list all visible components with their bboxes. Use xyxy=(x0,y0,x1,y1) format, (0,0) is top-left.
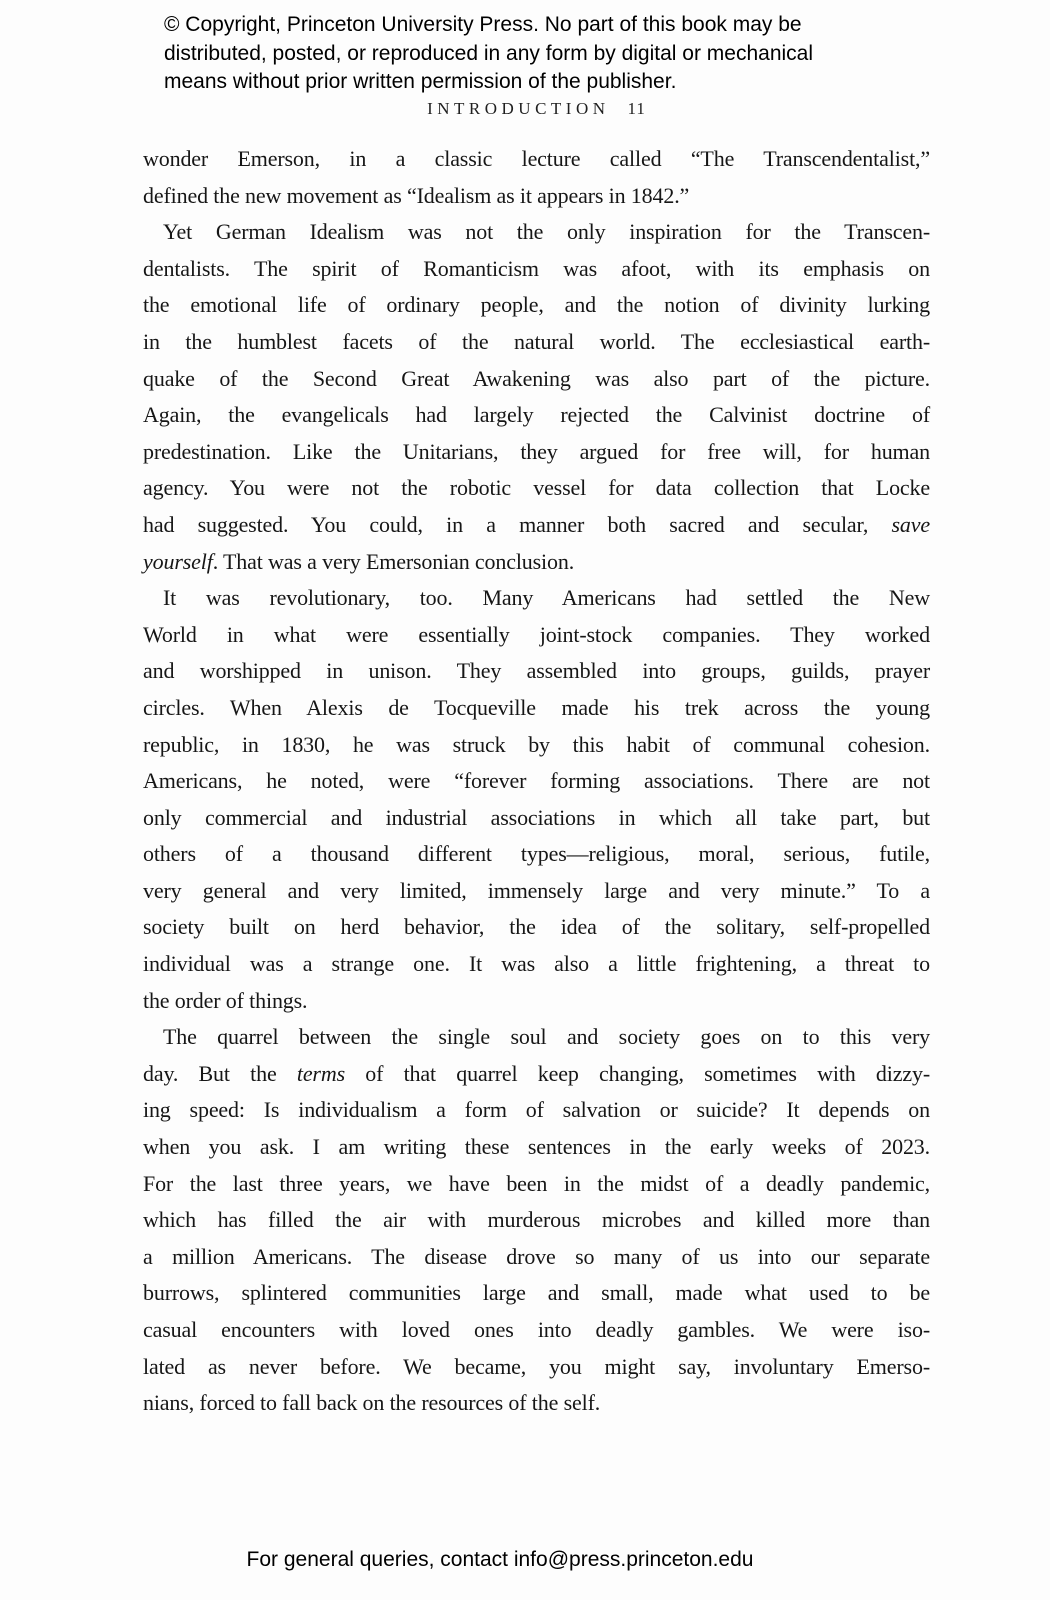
body-text-run: when you ask. I am writing these sentences in the early weeks of 2023. xyxy=(143,1134,930,1160)
body-line xyxy=(143,1202,930,1239)
body-line xyxy=(143,946,930,983)
body-text-run: which has filled the air with murderous microbes and killed more than xyxy=(143,1207,930,1233)
body-line xyxy=(143,251,930,288)
body-text-italic-run: save xyxy=(891,511,930,537)
body-text-run: others of a thousand different types—religious, moral, serious, futile, xyxy=(143,841,930,867)
body-line xyxy=(143,873,930,910)
body-line xyxy=(143,1312,930,1349)
body-line xyxy=(143,1275,930,1312)
body-text-run: the order of things. xyxy=(143,987,308,1013)
body-line xyxy=(143,434,930,471)
body-text-run: dentalists. The spirit of Romanticism was afoot, with its emphasis on xyxy=(143,255,930,281)
body-text-run: quake of the Second Great Awakening was also part of the picture. xyxy=(143,365,930,391)
body-line xyxy=(143,617,930,654)
body-text-run: society built on herd behavior, the idea of the solitary, self-propelled xyxy=(143,914,930,940)
body-text-run: individual was a strange one. It was also a little frightening, a threat to xyxy=(143,951,930,977)
body-line xyxy=(143,397,930,434)
body-line xyxy=(143,1129,930,1166)
body-line xyxy=(143,909,930,946)
body-text-run: circles. When Alexis de Tocqueville made his trek across the young xyxy=(143,694,930,720)
body-line xyxy=(143,287,930,324)
body-line xyxy=(143,1056,930,1093)
body-line xyxy=(143,141,930,178)
body-text-run: predestination. Like the Unitarians, they argued for free will, for human xyxy=(143,438,930,464)
body-text-run: ing speed: Is individualism a form of salvation or suicide? It depends on xyxy=(143,1097,930,1123)
body-text-run: had suggested. You could, in a manner both sacred and secular, xyxy=(143,511,892,537)
body-text-run: a million Americans. The disease drove so many of us into our separate xyxy=(143,1243,930,1269)
body-text-run: The quarrel between the single soul and society goes on to this very xyxy=(163,1024,930,1050)
body-line xyxy=(143,690,930,727)
body-text-run: of that quarrel keep changing, sometimes with dizzy- xyxy=(345,1060,930,1086)
body-text-run: defined the new movement as “Idealism as it appears in 1842.” xyxy=(143,182,690,208)
body-line xyxy=(143,1349,930,1386)
body-line xyxy=(143,1166,930,1203)
body-text-run: Americans, he noted, were “forever forming associations. There are not xyxy=(143,768,930,794)
body-text-run: Yet German Idealism was not the only inspiration for the Transcen- xyxy=(163,219,930,245)
body-line xyxy=(143,178,930,215)
body-line xyxy=(143,544,930,581)
body-text-run: nians, forced to fall back on the resources of the self. xyxy=(143,1390,601,1416)
body-text-italic-run: yourself xyxy=(143,548,213,574)
body-text-run: only commercial and industrial associations in which all take part, but xyxy=(143,804,930,830)
body-line xyxy=(143,580,930,617)
body-line xyxy=(143,800,930,837)
body-line xyxy=(143,763,930,800)
body-line xyxy=(143,1239,930,1276)
body-text-run: agency. You were not the robotic vessel for data collection that Locke xyxy=(143,475,930,501)
running-head xyxy=(143,99,930,119)
body-line xyxy=(143,324,930,361)
body-line xyxy=(143,983,930,1020)
body-text-run: casual encounters with loved ones into deadly gambles. We were iso- xyxy=(143,1317,930,1342)
body-text-run: wonder Emerson, in a classic lecture called “The Transcendentalist,” xyxy=(143,146,930,171)
body-text-run: burrows, splintered communities large and small, made what used to be xyxy=(143,1280,930,1306)
body-line xyxy=(143,1019,930,1056)
footer-queries xyxy=(0,1548,1000,1572)
body-line xyxy=(143,470,930,507)
body-text-run: lated as never before. We became, you might say, involuntary Emerso- xyxy=(143,1353,930,1379)
body-line xyxy=(143,727,930,764)
body-text-run: day. But the xyxy=(143,1060,297,1086)
body-text-run: and worshipped in unison. They assembled into groups, guilds, prayer xyxy=(143,658,930,684)
copyright-line: distributed, posted, or reproduced in any form by digital or mechanical xyxy=(164,41,814,65)
copyright-line: means without prior written permission of the publisher. xyxy=(164,70,677,93)
body-text xyxy=(143,141,930,1422)
running-head-title: INTRODUCTION xyxy=(427,99,610,118)
body-line xyxy=(143,507,930,544)
body-text-italic-run: terms xyxy=(296,1060,345,1086)
body-text-run: . That was a very Emersonian conclusion. xyxy=(212,548,575,574)
body-text-run: Again, the evangelicals had largely rejected the Calvinist doctrine of xyxy=(143,402,930,428)
footer-query-text: For general queries, contact info@press.princeton.edu xyxy=(246,1548,754,1571)
copyright-line: © Copyright, Princeton University Press. No part of this book may be xyxy=(164,13,802,36)
copyright-notice xyxy=(164,11,904,97)
body-text-run: republic, in 1830, he was struck by this habit of communal cohesion. xyxy=(143,731,930,757)
body-line xyxy=(143,1385,930,1422)
page-number: 11 xyxy=(627,99,646,118)
body-text-run: World in what were essentially joint-stock companies. They worked xyxy=(143,621,930,647)
body-text-run: For the last three years, we have been in the midst of a deadly pandemic, xyxy=(143,1170,930,1196)
body-line xyxy=(143,653,930,690)
body-line xyxy=(143,1092,930,1129)
body-text-run: in the humblest facets of the natural world. The ecclesiastical earth- xyxy=(143,328,930,354)
body-text-run: It was revolutionary, too. Many Americans had settled the New xyxy=(163,585,930,611)
body-line xyxy=(143,836,930,873)
body-text-run: the emotional life of ordinary people, and the notion of divinity lurking xyxy=(143,292,930,318)
body-line xyxy=(143,214,930,251)
body-text-run: very general and very limited, immensely large and very minute.” To a xyxy=(143,877,930,903)
body-line xyxy=(143,361,930,398)
